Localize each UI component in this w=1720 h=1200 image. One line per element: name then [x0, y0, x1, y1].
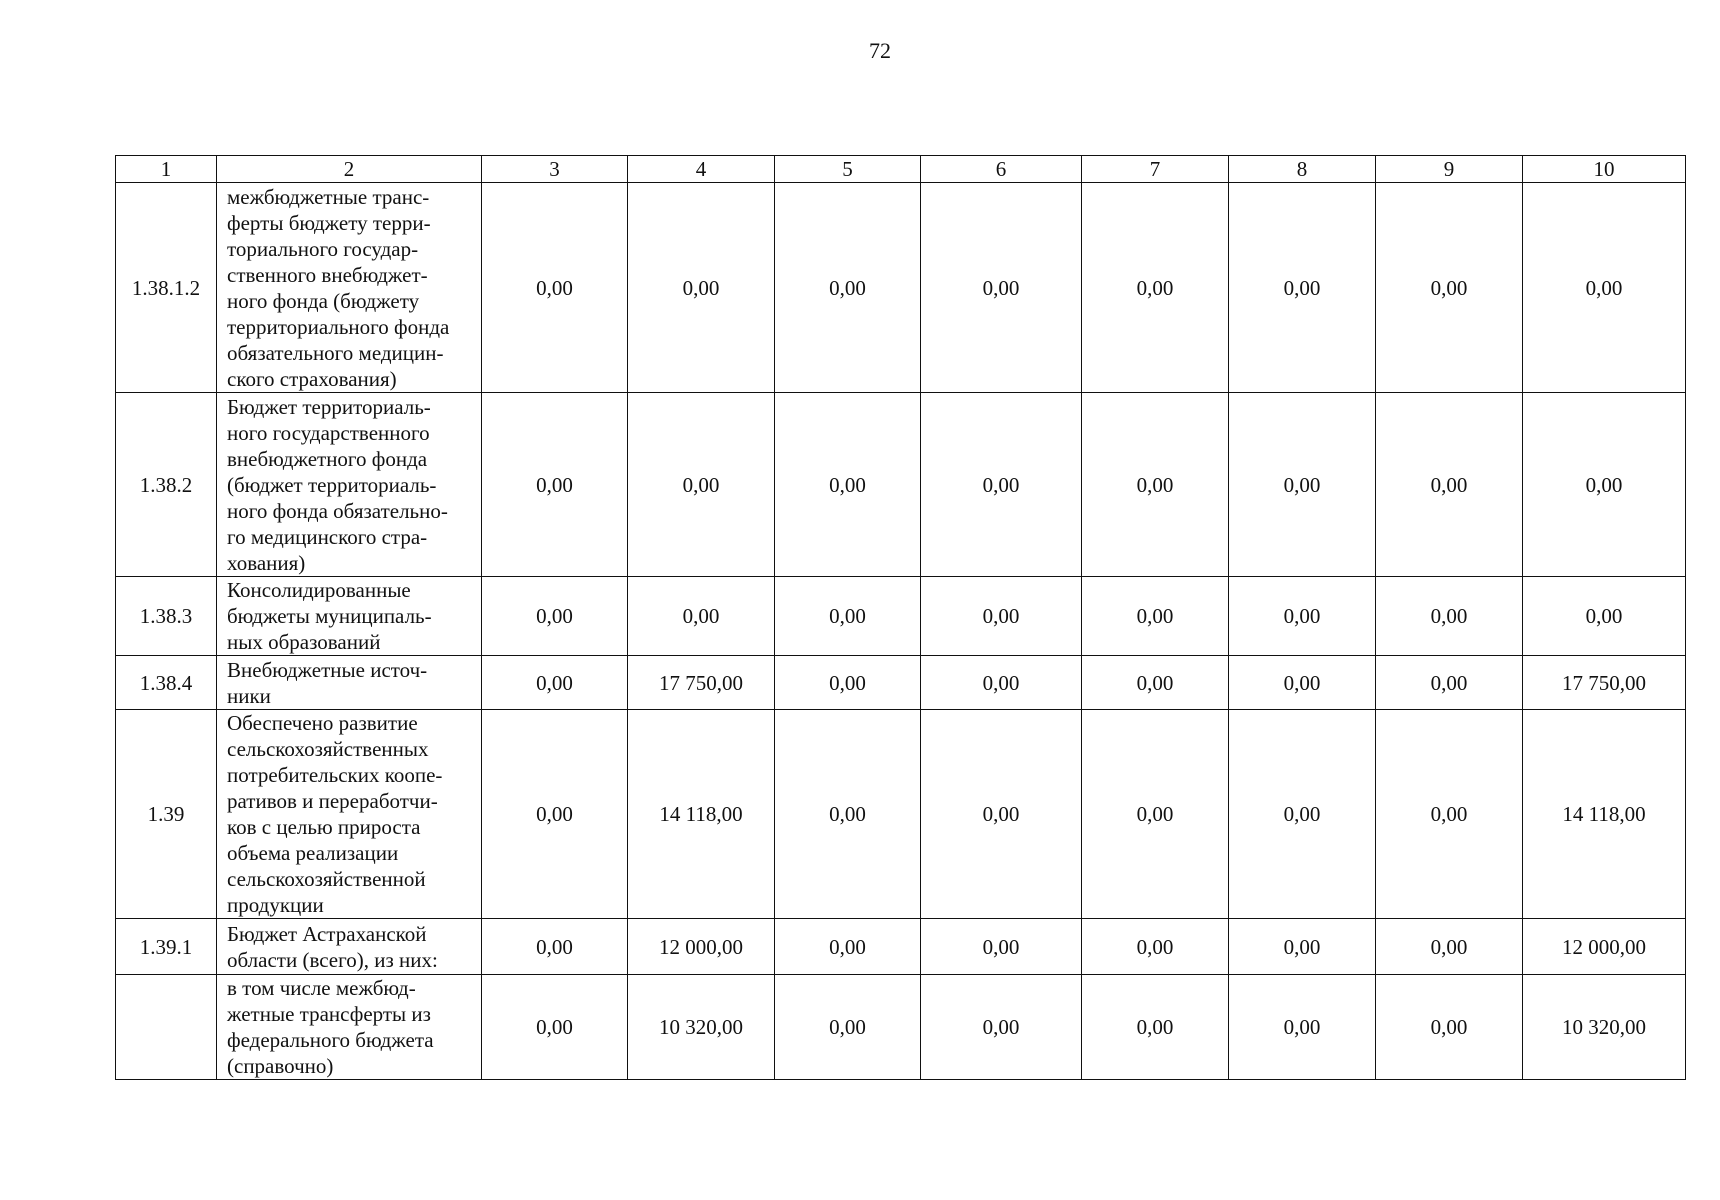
value-col-10: 0,00: [1523, 393, 1686, 577]
row-code: 1.38.2: [116, 393, 217, 577]
row-description: [217, 656, 482, 710]
row-code: 1.38.4: [116, 656, 217, 710]
value-col-8: 0,00: [1229, 710, 1376, 919]
description-line: сельскохозяйственных: [227, 737, 429, 761]
description-line: ных образований: [227, 630, 381, 654]
header-col-9: 9: [1376, 156, 1523, 183]
value-col-8: 0,00: [1229, 919, 1376, 975]
value-col-8: 0,00: [1229, 577, 1376, 656]
description-line: обязательного медицин-: [227, 340, 444, 365]
description-line: ков с целью прироста: [227, 815, 421, 839]
value-col-7: 0,00: [1082, 656, 1229, 710]
header-col-10: 10: [1523, 156, 1686, 183]
value-col-6: 0,00: [921, 656, 1082, 710]
row-description: [217, 710, 482, 919]
value-col-4: 0,00: [628, 183, 775, 393]
value-col-8: 0,00: [1229, 975, 1376, 1080]
description-line: ного фонда (бюджету: [227, 288, 420, 313]
description-line: межбюджетные транс-: [227, 184, 430, 209]
header-col-7: 7: [1082, 156, 1229, 183]
description-line: го медицинского стра-: [227, 524, 428, 549]
description-line: Обеспечено развитие: [227, 711, 418, 735]
value-col-10: 10 320,00: [1523, 975, 1686, 1080]
value-col-7: 0,00: [1082, 393, 1229, 577]
value-col-5: 0,00: [775, 919, 921, 975]
value-col-3: 0,00: [482, 975, 628, 1080]
value-col-6: 0,00: [921, 577, 1082, 656]
value-col-5: 0,00: [775, 577, 921, 656]
description-line: (бюджет территориаль-: [227, 472, 437, 497]
table-header: [116, 156, 1686, 183]
budget-table: [115, 155, 1686, 1080]
description-line: объема реализации: [227, 841, 399, 865]
value-col-9: 0,00: [1376, 183, 1523, 393]
value-col-5: 0,00: [775, 183, 921, 393]
value-col-3: 0,00: [482, 393, 628, 577]
description-line: хования): [227, 550, 306, 575]
description-line: бюджеты муниципаль-: [227, 604, 432, 628]
value-col-4: 12 000,00: [628, 919, 775, 975]
value-col-5: 0,00: [775, 393, 921, 577]
value-col-10: 12 000,00: [1523, 919, 1686, 975]
row-code: 1.39.1: [116, 919, 217, 975]
value-col-3: 0,00: [482, 710, 628, 919]
value-col-6: 0,00: [921, 183, 1082, 393]
value-col-10: 0,00: [1523, 183, 1686, 393]
value-col-9: 0,00: [1376, 975, 1523, 1080]
table-row: [116, 656, 1686, 710]
value-col-6: 0,00: [921, 975, 1082, 1080]
description-line: области (всего), из них:: [227, 947, 438, 972]
description-line: продукции: [227, 893, 324, 917]
table-row: [116, 919, 1686, 975]
description-line: в том числе межбюд-: [227, 976, 416, 1000]
header-col-5: 5: [775, 156, 921, 183]
description-line: ного государственного: [227, 420, 430, 445]
row-description: [217, 975, 482, 1080]
value-col-9: 0,00: [1376, 577, 1523, 656]
description-line: внебюджетного фонда: [227, 446, 428, 471]
value-col-4: 14 118,00: [628, 710, 775, 919]
description-line: ториального государ-: [227, 236, 419, 261]
table-row: [116, 975, 1686, 1080]
value-col-5: 0,00: [775, 656, 921, 710]
value-col-6: 0,00: [921, 710, 1082, 919]
value-col-7: 0,00: [1082, 919, 1229, 975]
description-line: Внебюджетные источ-: [227, 657, 428, 682]
description-line: федерального бюджета: [227, 1028, 434, 1052]
value-col-9: 0,00: [1376, 656, 1523, 710]
value-col-7: 0,00: [1082, 710, 1229, 919]
description-line: потребительских коопе-: [227, 763, 443, 787]
description-line: Консолидированные: [227, 578, 411, 602]
value-col-6: 0,00: [921, 919, 1082, 975]
budget-table-container: [115, 155, 1685, 1080]
header-col-8: 8: [1229, 156, 1376, 183]
value-col-5: 0,00: [775, 975, 921, 1080]
description-line: территориального фонда: [227, 314, 450, 339]
value-col-3: 0,00: [482, 183, 628, 393]
description-line: ственного внебюджет-: [227, 262, 428, 287]
header-col-6: 6: [921, 156, 1082, 183]
row-description: [217, 183, 482, 393]
description-line: ративов и переработчи-: [227, 789, 438, 813]
value-col-9: 0,00: [1376, 393, 1523, 577]
value-col-10: 14 118,00: [1523, 710, 1686, 919]
value-col-6: 0,00: [921, 393, 1082, 577]
description-line: Бюджет территориаль-: [227, 394, 431, 419]
value-col-7: 0,00: [1082, 577, 1229, 656]
description-line: ники: [227, 683, 271, 708]
description-line: ского страхования): [227, 366, 397, 391]
row-description: [217, 577, 482, 656]
value-col-4: 0,00: [628, 577, 775, 656]
value-col-4: 0,00: [628, 393, 775, 577]
value-col-8: 0,00: [1229, 656, 1376, 710]
table-row: [116, 183, 1686, 393]
row-code: 1.38.1.2: [116, 183, 217, 393]
value-col-7: 0,00: [1082, 975, 1229, 1080]
table-row: [116, 710, 1686, 919]
value-col-8: 0,00: [1229, 393, 1376, 577]
table-body: [116, 183, 1686, 1080]
value-col-10: 0,00: [1523, 577, 1686, 656]
description-line: ного фонда обязательно-: [227, 498, 448, 523]
value-col-3: 0,00: [482, 656, 628, 710]
value-col-10: 17 750,00: [1523, 656, 1686, 710]
row-description: [217, 919, 482, 975]
page-number: 72: [869, 38, 891, 63]
description-line: Бюджет Астраханской: [227, 921, 427, 946]
value-col-4: 17 750,00: [628, 656, 775, 710]
value-col-9: 0,00: [1376, 710, 1523, 919]
description-line: сельскохозяйственной: [227, 867, 426, 891]
value-col-9: 0,00: [1376, 919, 1523, 975]
header-col-4: 4: [628, 156, 775, 183]
description-line: жетные трансферты из: [227, 1002, 431, 1026]
value-col-3: 0,00: [482, 577, 628, 656]
table-row: [116, 393, 1686, 577]
header-col-1: 1: [116, 156, 217, 183]
header-col-3: 3: [482, 156, 628, 183]
table-row: [116, 577, 1686, 656]
description-line: (справочно): [227, 1054, 334, 1078]
row-description: [217, 393, 482, 577]
row-code: 1.39: [116, 710, 217, 919]
description-line: ферты бюджету терри-: [227, 210, 431, 235]
value-col-8: 0,00: [1229, 183, 1376, 393]
value-col-7: 0,00: [1082, 183, 1229, 393]
header-row: [116, 156, 1686, 183]
value-col-5: 0,00: [775, 710, 921, 919]
row-code: 1.38.3: [116, 577, 217, 656]
header-col-2: 2: [217, 156, 482, 183]
value-col-3: 0,00: [482, 919, 628, 975]
value-col-4: 10 320,00: [628, 975, 775, 1080]
row-code: [116, 975, 217, 1080]
